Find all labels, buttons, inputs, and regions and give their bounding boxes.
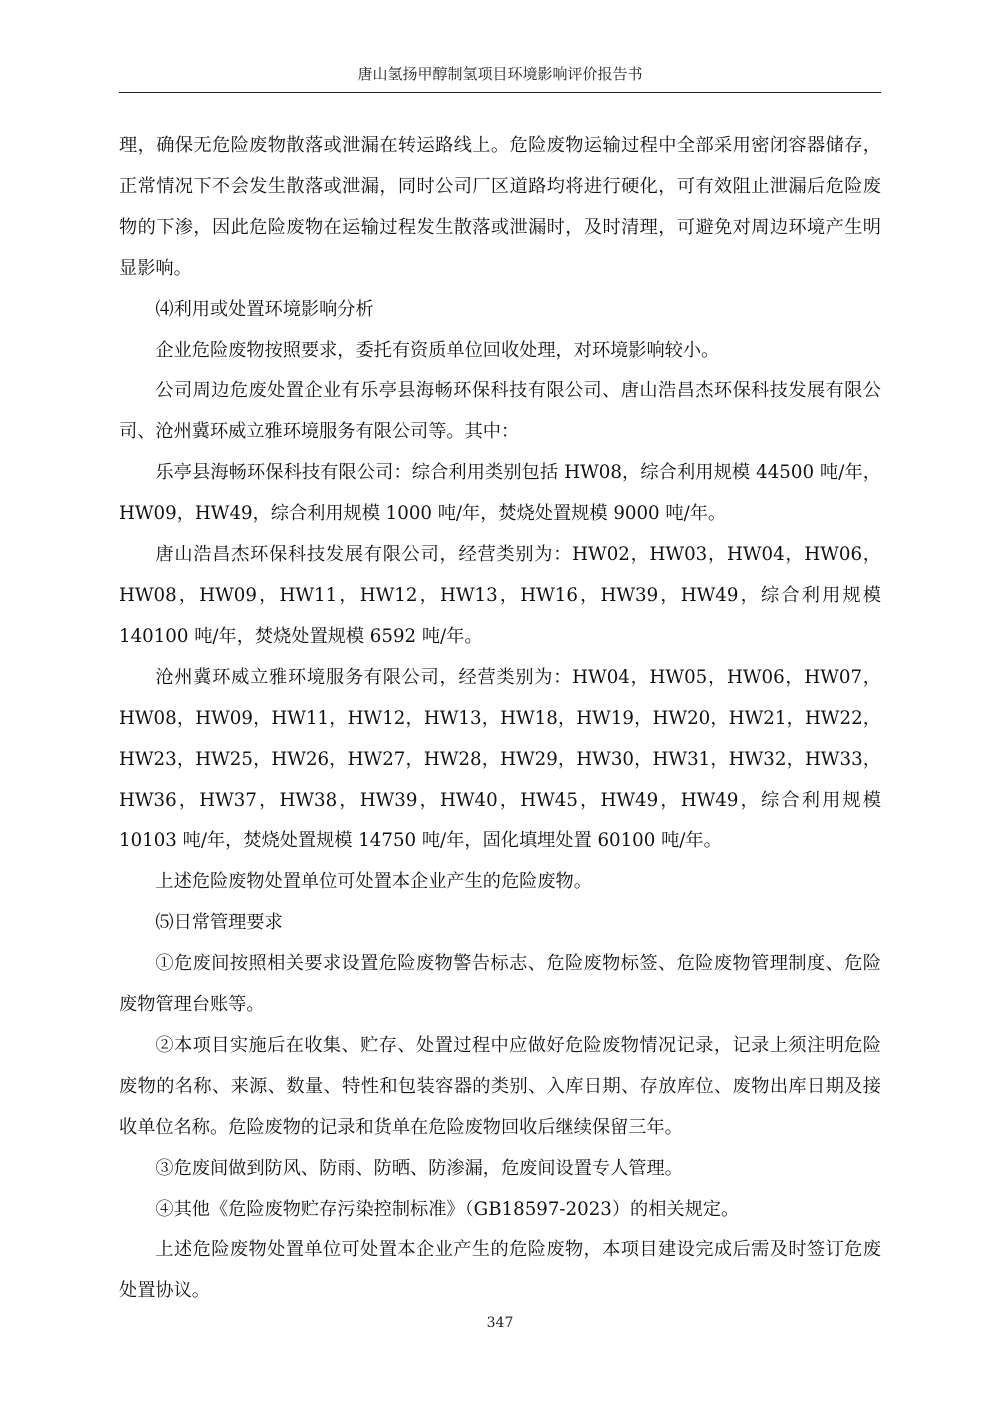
list-item: ②本项目实施后在收集、贮存、处置过程中应做好危险废物情况记录，记录上须注明危险废物的名称、来源、数量、特性和包装容器的类别、入库日期、存放库位、废物出库日期及接收单位名称。危险废物的记录和货单在危险废物回收后继续保留三年。 [119, 1034, 881, 1138]
paragraph: 上述危险废物处置单位可处置本企业产生的危险废物。 [155, 871, 592, 893]
paragraph: 公司周边危废处置企业有乐亭县海畅环保科技有限公司、唐山浩昌杰环保科技发展有限公司、沧州冀环威立雅环境服务有限公司等。其中： [119, 380, 881, 443]
paragraph-company-laoting: 乐亭县海畅环保科技有限公司：综合利用类别包括 HW08，综合利用规模 44500 吨/年，HW09，HW49，综合利用规模 1000 吨/年，焚烧处置规模 9000 吨/年。 [119, 462, 881, 525]
list-item: ①危废间按照相关要求设置危险废物警告标志、危险废物标签、危险废物管理制度、危险废物管理台账等。 [119, 953, 881, 1016]
section-heading-daily-management: ⑸日常管理要求 [155, 912, 283, 934]
section-heading-disposal-impact: ⑷利用或处置环境影响分析 [155, 298, 374, 320]
page-number: 347 [486, 1315, 514, 1331]
paragraph-company-cangzhou: 沧州冀环威立雅环境服务有限公司，经营类别为：HW04，HW05，HW06，HW07，HW08，HW09，HW11，HW12，HW13，HW18，HW19，HW20，HW21，HW22，HW23，HW25，HW26，HW27，HW28，HW29，HW30，HW31，HW32，HW33，HW36，HW37，HW38，HW39，HW40，HW45，HW49，HW49，综合利用规模 10103 吨/年，焚烧处置规模 14750 吨/年，固化填埋处置 60100 吨/年。 [119, 666, 881, 852]
paragraph-company-haochangjie: 唐山浩昌杰环保科技发展有限公司，经营类别为：HW02，HW03，HW04，HW06，HW08，HW09，HW11，HW12，HW13，HW16，HW39，HW49，综合利用规模 140100 吨/年，焚烧处置规模 6592 吨/年。 [119, 544, 881, 647]
header-rule [119, 92, 881, 93]
paragraph-conclusion: 上述危险废物处置单位可处置本企业产生的危险废物，本项目建设完成后需及时签订危废处置协议。 [119, 1239, 881, 1302]
running-header: 唐山氢扬甲醇制氢项目环境影响评价报告书 [357, 65, 643, 83]
list-item: ③危废间做到防风、防雨、防晒、防渗漏，危废间设置专人管理。 [155, 1157, 683, 1179]
paragraph-continuation: 理，确保无危险废物散落或泄漏在转运路线上。危险废物运输过程中全部采用密闭容器储存，正常情况下不会发生散落或泄漏，同时公司厂区道路均将进行硬化，可有效阻止泄漏后危险废物的下渗，因此危险废物在运输过程发生散落或泄漏时，及时清理，可避免对周边环境产生明显影响。 [119, 135, 881, 279]
list-item: ④其他《危险废物贮存污染控制标准》（GB18597-2023）的相关规定。 [155, 1198, 740, 1220]
document-body [119, 126, 881, 1312]
paragraph: 企业危险废物按照要求，委托有资质单位回收处理，对环境影响较小。 [155, 339, 720, 361]
